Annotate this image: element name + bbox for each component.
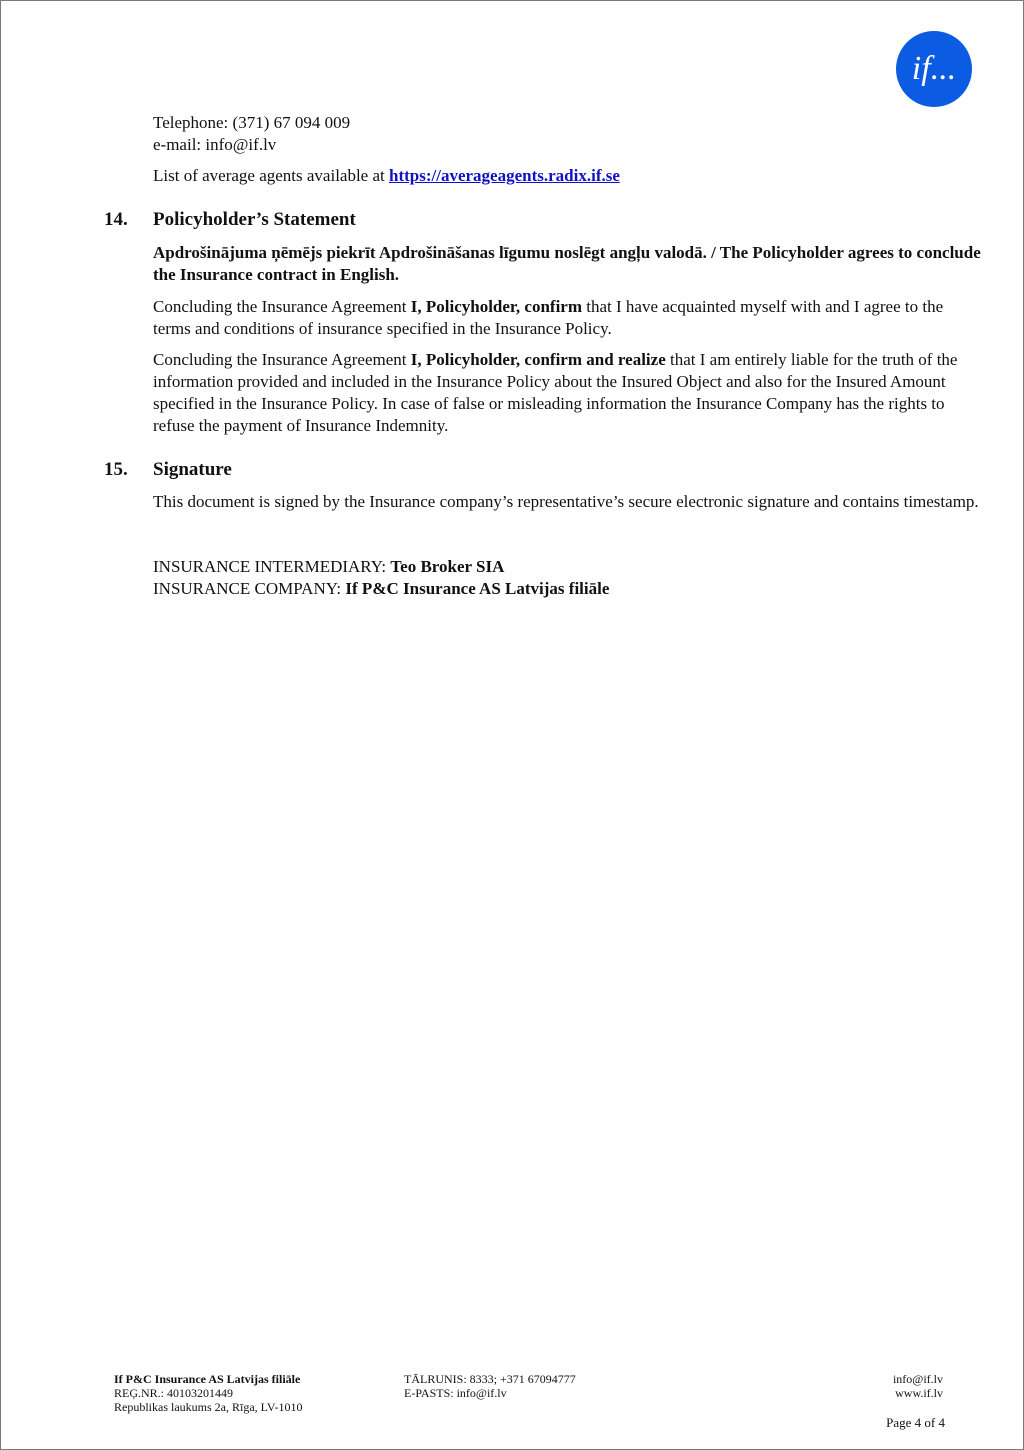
confirm-terms-paragraph	[153, 296, 983, 340]
signature-paragraph: This document is signed by the Insurance company’s representative’s secure electronic signature and contains timestamp.	[153, 492, 979, 511]
intermediary-value: Teo Broker SIA	[390, 557, 505, 576]
language-agreement-statement: Apdrošinājuma ņēmējs piekrīt Apdrošināšanas līgumu noslēgt angļu valodā. / The Policyholder agrees to conclude the Insurance contract in English.	[153, 243, 981, 284]
average-agents-line	[153, 165, 620, 187]
section-14-title: Policyholder’s Statement	[153, 209, 356, 230]
liability-paragraph	[153, 349, 983, 437]
p2-bold: I, Policyholder, confirm and realize	[410, 350, 666, 369]
intermediary-line	[153, 556, 609, 578]
if-logo	[896, 31, 972, 107]
section-15-heading	[104, 458, 232, 482]
parties-block	[153, 556, 609, 600]
footer-web-block	[893, 1372, 943, 1400]
p1-bold: I, Policyholder, confirm	[410, 297, 583, 316]
footer-contact-block	[404, 1372, 576, 1400]
if-logo-mark	[896, 31, 972, 107]
footer-reg-number: REĢ.NR.: 40103201449	[114, 1386, 234, 1400]
company-value: If P&C Insurance AS Latvijas filiāle	[345, 579, 610, 598]
logo-text: if...	[911, 50, 957, 87]
email-line: e-mail: info@if.lv	[153, 135, 277, 154]
footer-address: Republikas laukums 2a, Rīga, LV-1010	[114, 1400, 303, 1414]
agents-prefix: List of average agents available at	[153, 166, 389, 185]
footer-website: www.if.lv	[895, 1386, 943, 1400]
p1-text-start: Concluding the Insurance Agreement	[153, 297, 411, 316]
section-14-number: 14.	[104, 209, 128, 230]
company-line	[153, 578, 609, 600]
footer-email: E-PASTS: info@if.lv	[404, 1386, 507, 1400]
p1-text-end: that I have acquainted myself with and I agree to the terms and conditions of insurance specified in the Insurance Policy.	[153, 297, 944, 338]
footer-company-block	[114, 1372, 302, 1414]
footer-phone: TĀLRUNIS: 8333; +371 67094777	[404, 1372, 576, 1386]
page-number: Page 4 of 4	[886, 1415, 945, 1430]
intermediary-label: INSURANCE INTERMEDIARY:	[153, 557, 391, 576]
average-agents-link[interactable]: https://averageagents.radix.if.se	[389, 166, 620, 185]
telephone-line: Telephone: (371) 67 094 009	[153, 113, 351, 132]
section-15-title: Signature	[153, 459, 232, 480]
company-label: INSURANCE COMPANY:	[153, 579, 346, 598]
section-15-number: 15.	[104, 459, 128, 480]
section-14-heading	[104, 208, 356, 232]
contact-block	[153, 112, 350, 156]
footer-company-name: If P&C Insurance AS Latvijas filiāle	[114, 1372, 301, 1386]
p2-text-end: that I am entirely liable for the truth of the information provided and included in the Insurance Policy about the Insured Object and also for the Insured Amount specified in the Insurance Policy. In case of false or misleading information the Insurance Company has the rights to refuse the payment of Insurance Indemnity.	[153, 350, 958, 435]
footer-email-right: info@if.lv	[892, 1372, 943, 1386]
p2-text-start: Concluding the Insurance Agreement	[153, 350, 411, 369]
